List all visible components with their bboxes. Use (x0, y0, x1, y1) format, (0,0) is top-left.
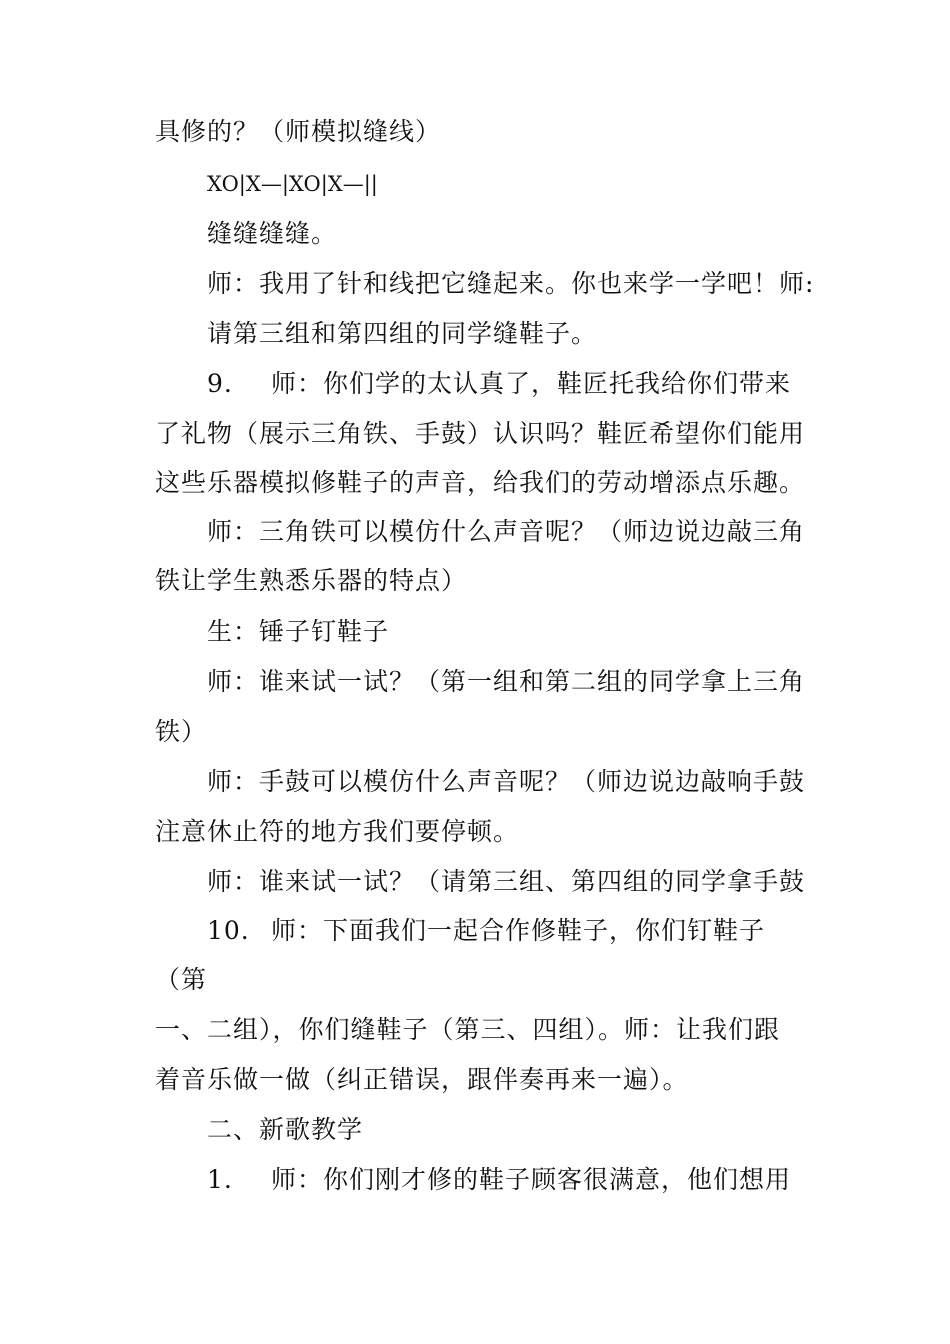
numbered-item (207, 1164, 791, 1196)
text-line: 铁让学生熟悉乐器的特点） (155, 566, 468, 595)
text-line: 师：谁来试一试？（第一组和第二组的同学拿上三角 (207, 667, 806, 696)
text-line: 师：谁来试一试？（请第三组、第四组的同学拿手鼓 (207, 867, 806, 896)
item-number: 9. (207, 369, 233, 398)
text-line: 师：手鼓可以模仿什么声音呢？（师边说边敲响手鼓 (207, 767, 806, 796)
text-line: （第 (155, 965, 208, 994)
text-line: 生：锤子钉鞋子 (207, 617, 390, 646)
text-line: 铁） (155, 717, 208, 746)
item-number: 1. (207, 1165, 233, 1194)
text-line: 一、二组），你们缝鞋子（第三、四组）。师：让我们跟 (155, 1015, 781, 1044)
numbered-item (207, 368, 791, 400)
text-line: 具修的？（师模拟缝线） (155, 117, 442, 146)
item-text: 师：下面我们一起合作修鞋子，你们钉鞋子 (271, 916, 766, 945)
text-line: 着音乐做一做（纠正错误，跟伴奏再来一遍）。 (155, 1065, 689, 1094)
item-number: 10. (207, 916, 250, 945)
text-line: 了礼物（展示三角铁、手鼓）认识吗？鞋匠希望你们能用 (155, 419, 806, 448)
text-line: 请第三组和第四组的同学缝鞋子。 (207, 319, 598, 348)
rhythm-notation: XO|X—|XO|X—|| (207, 172, 378, 196)
item-text: 师：你们刚才修的鞋子顾客很满意，他们想用 (271, 1165, 792, 1194)
numbered-item (207, 915, 765, 947)
item-text: 师：你们学的太认真了，鞋匠托我给你们带来 (271, 369, 792, 398)
text-line: 师：我用了针和线把它缝起来。你也来学一学吧！师: (207, 269, 815, 298)
text-line: 这些乐器模拟修鞋子的声音，给我们的劳动增添点乐趣。 (155, 468, 806, 497)
text-line: 注意休止符的地方我们要停顿。 (155, 817, 520, 846)
section-heading: 二、新歌教学 (207, 1115, 364, 1144)
text-line: 师：三角铁可以模仿什么声音呢？（师边说边敲三角 (207, 517, 806, 546)
text-line: 缝缝缝缝。 (207, 219, 338, 248)
